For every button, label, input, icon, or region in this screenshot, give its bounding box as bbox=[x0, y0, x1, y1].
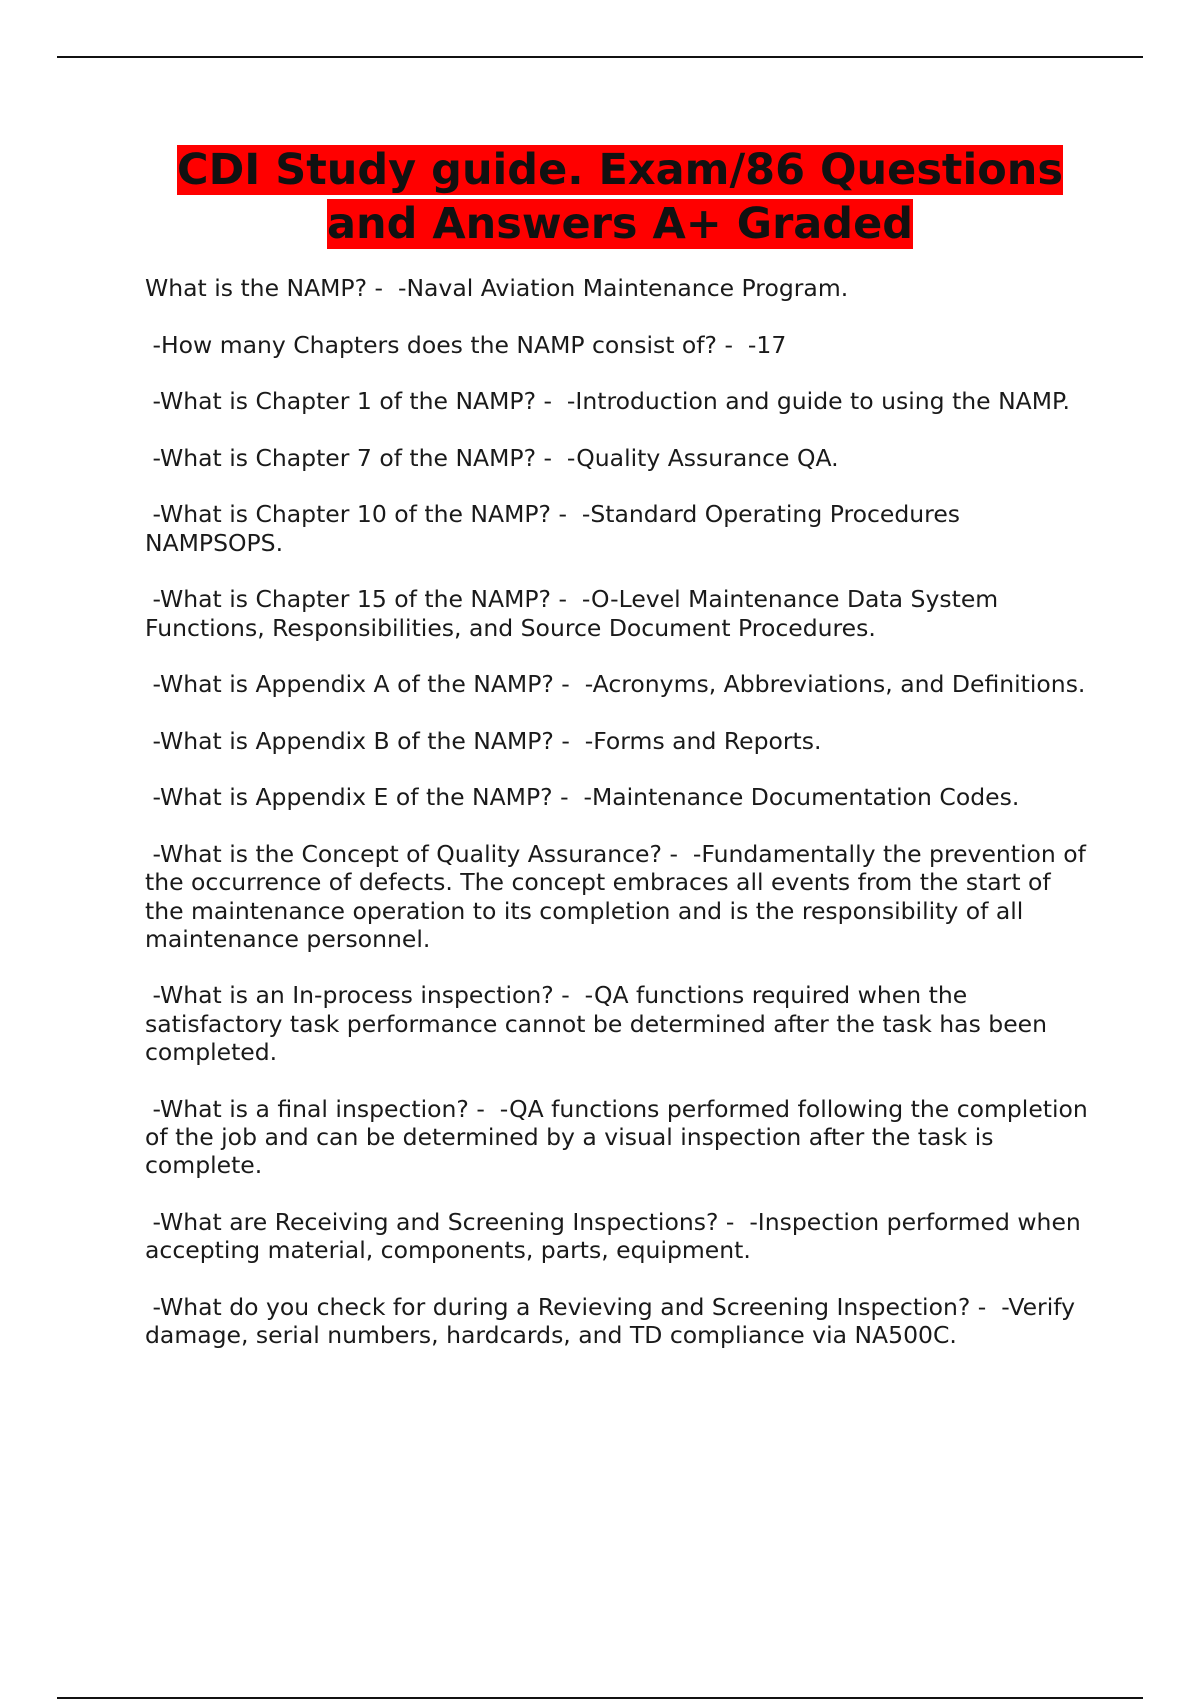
footer-rule bbox=[57, 1697, 1143, 1699]
qa-item: What is the NAMP? - -Naval Aviation Maintenance Program. bbox=[145, 274, 849, 302]
header-rule bbox=[57, 56, 1143, 58]
qa-item: -What is Chapter 7 of the NAMP? - -Quality Assurance QA. bbox=[145, 443, 839, 472]
qa-item: -What are Receiving and Screening Inspections? - -Inspection performed when accepting material, components, parts, equipment. bbox=[145, 1207, 1089, 1265]
qa-item: -What is Appendix B of the NAMP? - -Forms and Reports. bbox=[145, 726, 822, 755]
qa-item: -What is a final inspection? - -QA functions performed following the completion of the job and can be determined by a visual inspection after the task is complete. bbox=[145, 1094, 1096, 1180]
qa-item: -What is an In-process inspection? - -QA functions required when the satisfactory task performance cannot be determined after the task has been completed. bbox=[145, 981, 1055, 1067]
qa-item: -What is Chapter 10 of the NAMP? - -Standard Operating Procedures NAMPSOPS. bbox=[145, 500, 968, 557]
qa-item: -How many Chapters does the NAMP consist of? - -17 bbox=[145, 330, 787, 359]
qa-item: -What is the Concept of Quality Assurance? - -Fundamentally the prevention of the occurrence of defects. The concept embraces all events from the start of the maintenance operation to its completion and is the responsibility of all maintenance personnel. bbox=[145, 839, 1094, 953]
qa-item: -What is Chapter 15 of the NAMP? - -O-Level Maintenance Data System Functions, Responsibilities, and Source Document Procedures. bbox=[145, 585, 1006, 642]
qa-list bbox=[145, 274, 1096, 1378]
title-block bbox=[140, 143, 1100, 251]
qa-item: -What is Appendix E of the NAMP? - -Maintenance Documentation Codes. bbox=[145, 783, 1020, 812]
qa-item: -What is Chapter 1 of the NAMP? - -Introduction and guide to using the NAMP. bbox=[145, 387, 1071, 416]
document-title: CDI Study guide. Exam/86 Questions and Answers A+ Graded bbox=[177, 145, 1063, 249]
qa-item: -What is Appendix A of the NAMP? - -Acronyms, Abbreviations, and Definitions. bbox=[145, 670, 1086, 699]
qa-item: -What do you check for during a Revieving and Screening Inspection? - -Verify damage, serial numbers, hardcards, and TD compliance via NA500C. bbox=[145, 1292, 1083, 1349]
